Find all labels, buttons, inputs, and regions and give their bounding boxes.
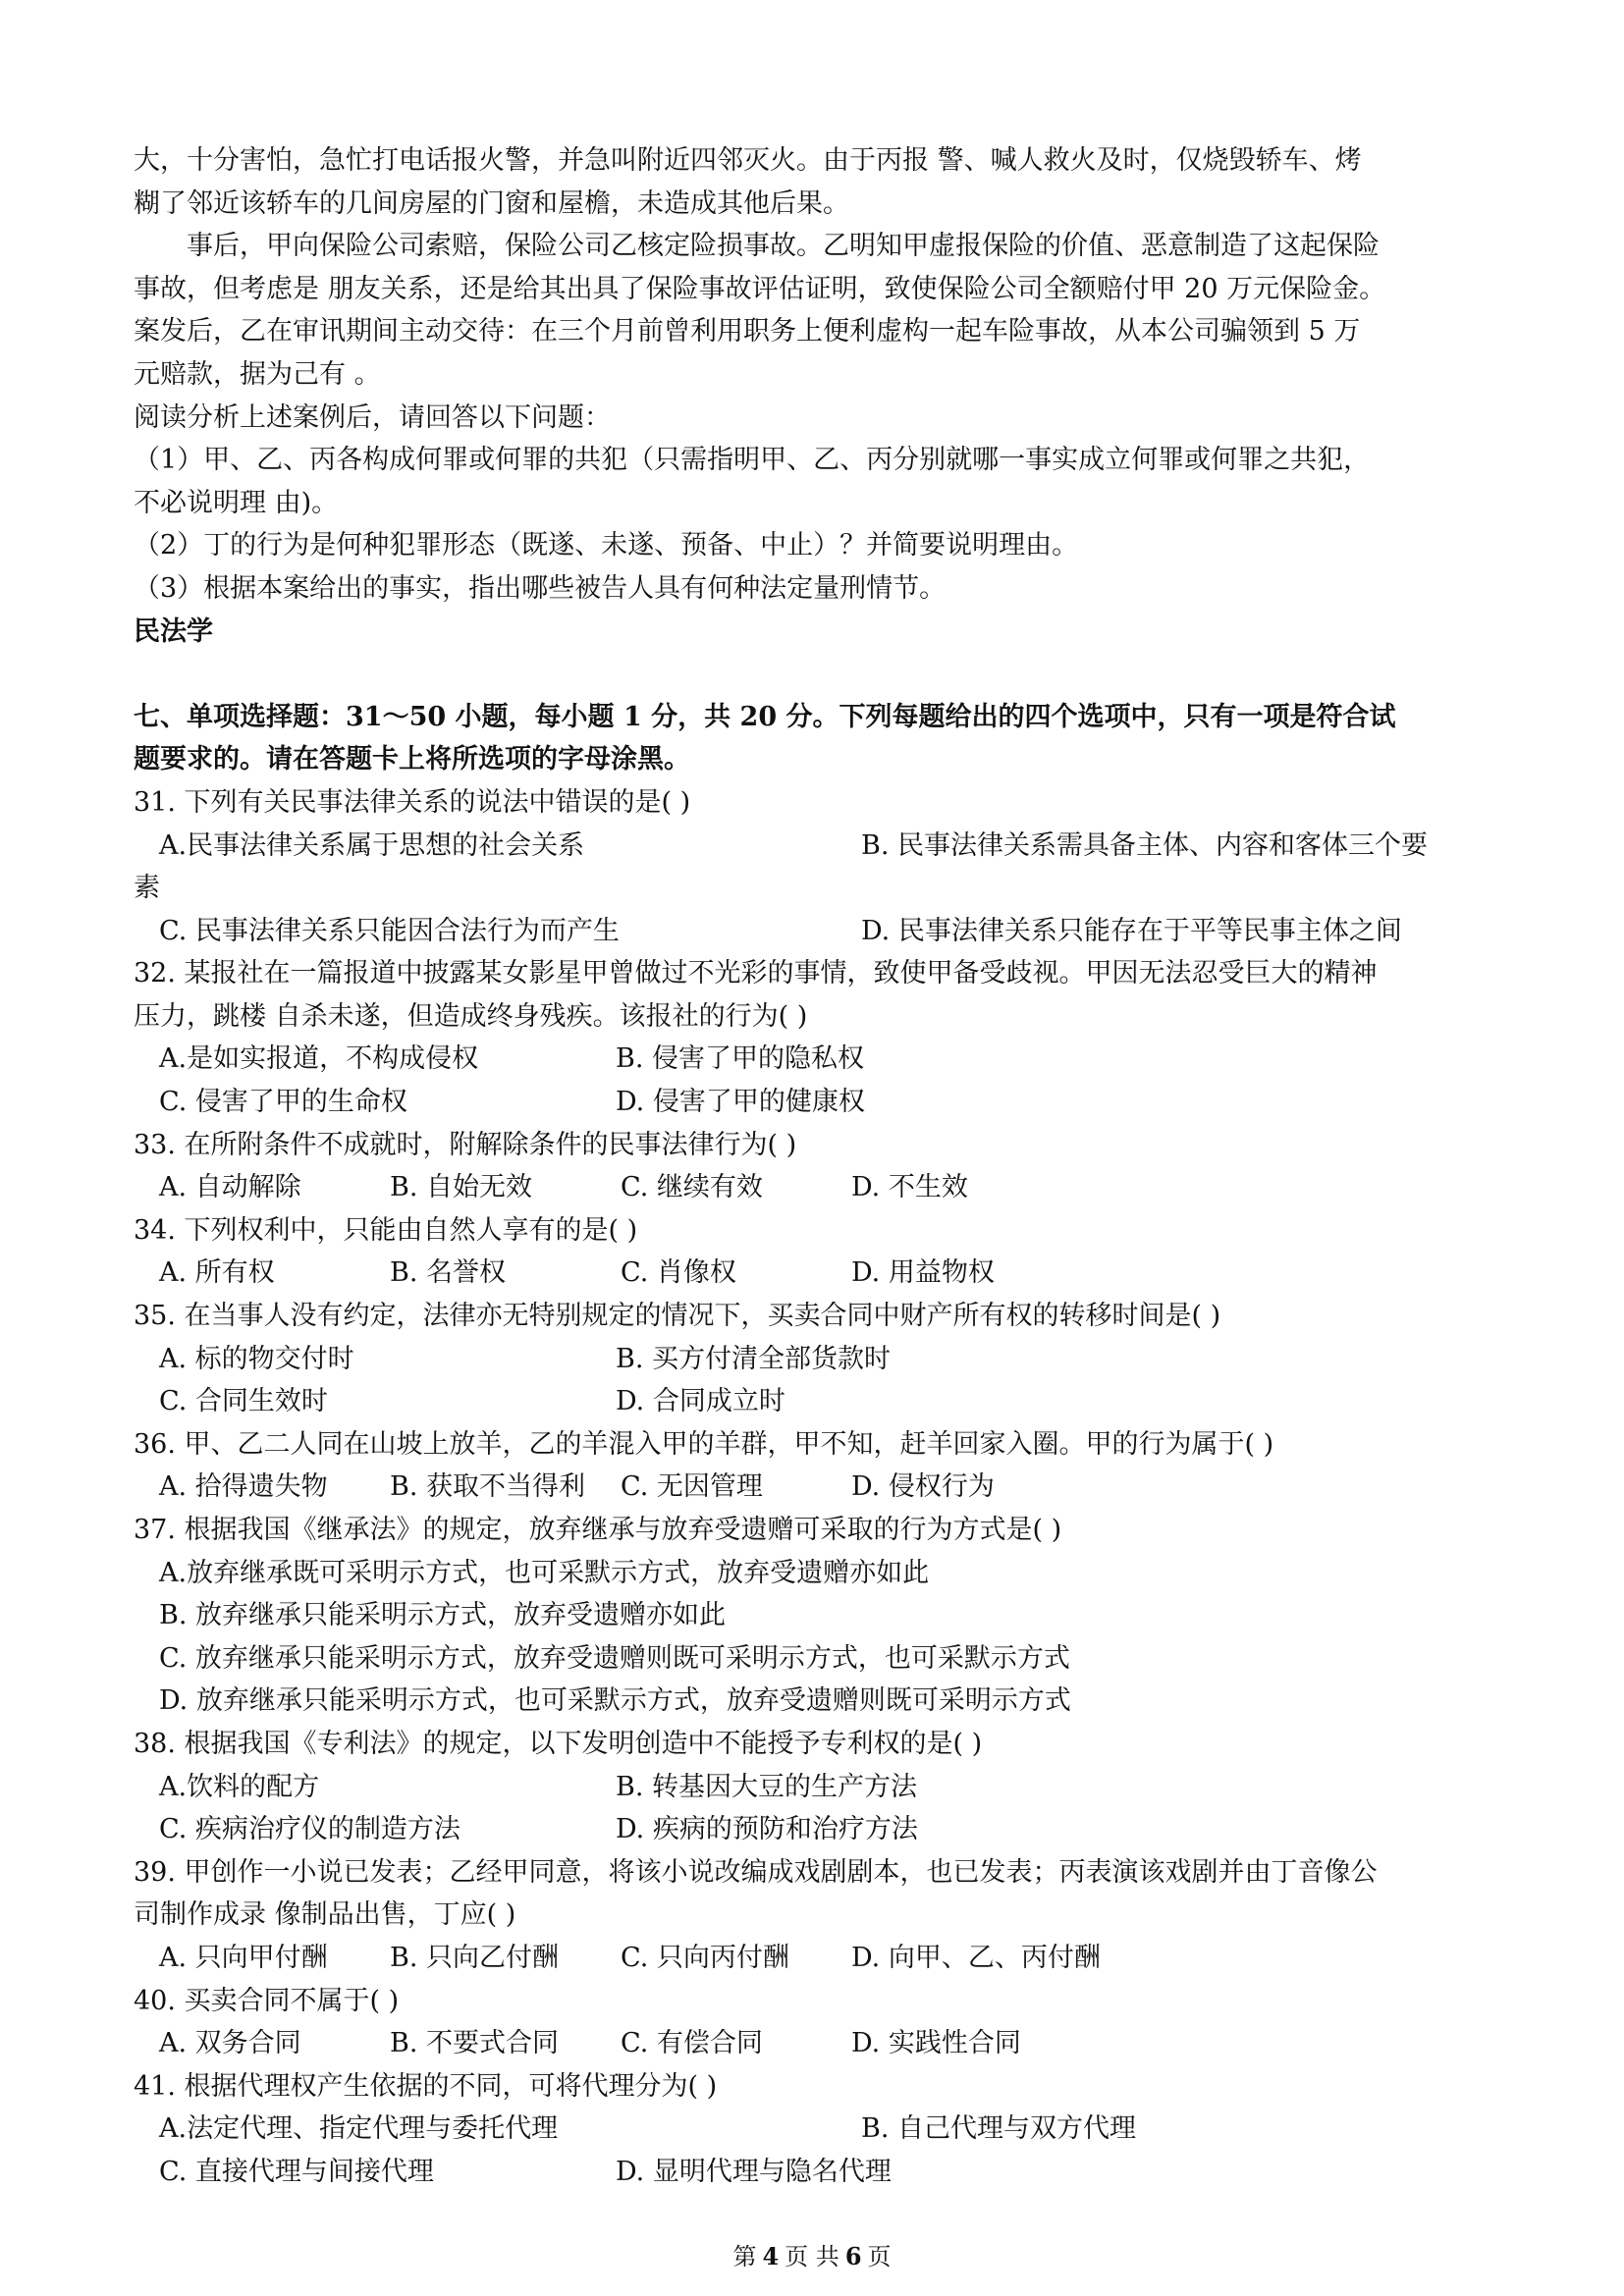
option-b: B. 获取不当得利: [390, 1471, 586, 1503]
option-c: C. 侵害了甲的生命权: [159, 1087, 407, 1118]
question-36-stem: 36. 甲、乙二人同在山坡上放羊，乙的羊混入甲的羊群，甲不知，赶羊回家入圈。甲的行为属于( ): [134, 1428, 1274, 1460]
option-b: B. 自己代理与双方代理: [861, 2113, 1137, 2145]
case-question: 不必说明理 由)。: [134, 487, 339, 518]
option-c: C. 放弃继承只能采明示方式，放弃受遗赠则既可采明示方式，也可采默示方式: [159, 1642, 1070, 1674]
page-content: [134, 139, 1498, 2194]
question-31-options-cd: [134, 910, 1498, 953]
option-d: D. 侵权行为: [851, 1471, 995, 1503]
case-line: 事故，但考虑是 朋友关系，还是给其出具了保险事故评估证明，致使保险公司全额赔付甲 20 万元保险金。: [134, 273, 1386, 304]
option-d: D. 显明代理与隐名代理: [616, 2156, 892, 2187]
option-a: A. 只向甲付酬: [159, 1942, 328, 1973]
question-41-options-cd: [134, 2151, 1498, 2194]
option-c: C. 合同生效时: [159, 1386, 328, 1417]
option-d: D. 侵害了甲的健康权: [616, 1087, 865, 1118]
option-b: B. 转基因大豆的生产方法: [616, 1771, 918, 1802]
option-d: D. 实践性合同: [851, 2028, 1021, 2059]
option-c: C. 只向丙付酬: [621, 1942, 789, 1973]
part-heading: 题要求的。请在答题卡上将所选项的字母涂黑。: [134, 744, 690, 775]
question-31-options-ab: [134, 825, 1498, 868]
case-question: （2）丁的行为是何种犯罪形态（既遂、未遂、预备、中止）？并简要说明理由。: [134, 530, 1079, 561]
option-d: D. 用益物权: [851, 1257, 995, 1289]
case-line: 糊了邻近该轿车的几间房屋的门窗和屋檐，未造成其他后果。: [134, 187, 849, 219]
option-b: B. 不要式合同: [390, 2028, 560, 2059]
part-heading: 七、单项选择题：31～50 小题，每小题 1 分，共 20 分。下列每题给出的四个选项中，只有一项是符合试: [134, 701, 1396, 732]
option-a: A. 所有权: [159, 1257, 275, 1289]
option-d: D. 合同成立时: [616, 1386, 785, 1417]
question-36-options: [134, 1466, 1498, 1509]
page-footer: [0, 2237, 1624, 2271]
spacer: [134, 653, 1498, 696]
question-32-stem-cont: 压力，跳楼 自杀未遂，但造成终身残疾。该报社的行为( ): [134, 1000, 808, 1032]
footer-suffix: 页: [867, 2243, 892, 2270]
case-prompt: 阅读分析上述案例后，请回答以下问题：: [134, 401, 611, 433]
option-a: A.民事法律关系属于思想的社会关系: [159, 829, 585, 861]
option-c: C. 直接代理与间接代理: [159, 2156, 434, 2187]
option-b: B. 买方付清全部货款时: [616, 1343, 892, 1374]
footer-total-pages: 6: [844, 2242, 862, 2270]
question-32-options-ab: [134, 1038, 1498, 1081]
option-c: C. 有偿合同: [621, 2028, 763, 2059]
question-39-options: [134, 1937, 1498, 1980]
question-32-stem: 32. 某报社在一篇报道中披露某女影星甲曾做过不光彩的事情，致使甲备受歧视。甲因无法忍受巨大的精神: [134, 958, 1378, 989]
option-a: A. 自动解除: [159, 1172, 301, 1203]
option-d: D. 向甲、乙、丙付酬: [851, 1942, 1101, 1973]
option-b-continuation: 素: [134, 873, 160, 904]
question-34-options: [134, 1252, 1498, 1295]
section-title: 民法学: [134, 615, 213, 647]
case-line: 元赔款，据为己有 。: [134, 358, 381, 390]
question-35-options-cd: [134, 1380, 1498, 1423]
question-39-stem-cont: 司制作成录 像制品出售，丁应( ): [134, 1899, 516, 1931]
option-a: A.是如实报道，不构成侵权: [159, 1043, 479, 1075]
footer-page-number: 4: [762, 2242, 780, 2270]
option-a: A. 双务合同: [159, 2028, 301, 2059]
case-line: 大，十分害怕，急忙打电话报火警，并急叫附近四邻灭火。由于丙报 警、喊人救火及时，仅烧毁轿车、烤: [134, 145, 1362, 176]
case-question: （3）根据本案给出的事实，指出哪些被告人具有何种法定量刑情节。: [134, 572, 947, 604]
question-38-options-ab: [134, 1766, 1498, 1809]
option-c: C. 无因管理: [621, 1471, 763, 1503]
question-31-stem: 31. 下列有关民事法律关系的说法中错误的是( ): [134, 786, 691, 818]
question-37-stem: 37. 根据我国《继承法》的规定，放弃继承与放弃受遗赠可采取的行为方式是( ): [134, 1515, 1062, 1545]
option-b: B. 放弃继承只能采明示方式，放弃受遗赠亦如此: [159, 1600, 727, 1631]
footer-mid: 页 共: [785, 2243, 839, 2270]
question-41-stem: 41. 根据代理权产生依据的不同，可将代理分为( ): [134, 2070, 718, 2102]
question-40-options: [134, 2022, 1498, 2065]
option-c: C. 继续有效: [621, 1172, 763, 1203]
question-39-stem: 39. 甲创作一小说已发表；乙经甲同意，将该小说改编成戏剧剧本，也已发表；丙表演该戏剧并由丁音像公: [134, 1856, 1378, 1888]
question-35-stem: 35. 在当事人没有约定，法律亦无特别规定的情况下，买卖合同中财产所有权的转移时间是( ): [134, 1301, 1221, 1332]
option-c: C. 疾病治疗仪的制造方法: [159, 1814, 460, 1845]
case-line: 事后，甲向保险公司索赔，保险公司乙核定险损事故。乙明知甲虚报保险的价值、恶意制造了这起保险: [187, 231, 1380, 262]
question-41-options-ab: [134, 2108, 1498, 2151]
question-34-stem: 34. 下列权利中，只能由自然人享有的是( ): [134, 1214, 638, 1246]
option-d: D. 民事法律关系只能存在于平等民事主体之间: [861, 915, 1402, 946]
question-33-stem: 33. 在所附条件不成就时，附解除条件的民事法律行为( ): [134, 1129, 797, 1160]
footer-prefix: 第: [732, 2243, 757, 2270]
option-b: B. 名誉权: [390, 1257, 507, 1289]
option-a: A.放弃继承既可采明示方式，也可采默示方式，放弃受遗赠亦如此: [159, 1557, 930, 1588]
question-33-options: [134, 1166, 1498, 1209]
question-40-stem: 40. 买卖合同不属于( ): [134, 1985, 400, 2016]
option-a: A.法定代理、指定代理与委托代理: [159, 2113, 559, 2145]
question-38-options-cd: [134, 1808, 1498, 1851]
option-b: B. 侵害了甲的隐私权: [616, 1043, 865, 1075]
case-line: 案发后，乙在审讯期间主动交待：在三个月前曾利用职务上便利虚构一起车险事故，从本公司骗领到 5 万: [134, 316, 1361, 347]
option-c: C. 民事法律关系只能因合法行为而产生: [159, 915, 620, 946]
case-question: （1）甲、乙、丙各构成何罪或何罪的共犯（只需指明甲、乙、丙分别就哪一事实成立何罪或何罪之共犯，: [134, 445, 1371, 476]
question-38-stem: 38. 根据我国《专利法》的规定，以下发明创造中不能授予专利权的是( ): [134, 1728, 983, 1759]
question-32-options-cd: [134, 1081, 1498, 1124]
question-35-options-ab: [134, 1338, 1498, 1381]
option-b: B. 民事法律关系需具备主体、内容和客体三个要: [861, 829, 1429, 861]
option-d: D. 不生效: [851, 1172, 968, 1203]
option-b: B. 自始无效: [390, 1172, 533, 1203]
option-d: D. 放弃继承只能采明示方式，也可采默示方式，放弃受遗赠则既可采明示方式: [159, 1685, 1071, 1717]
option-a: A.饮料的配方: [159, 1771, 320, 1802]
option-b: B. 只向乙付酬: [390, 1942, 560, 1973]
option-c: C. 肖像权: [621, 1257, 736, 1289]
option-a: A. 拾得遗失物: [159, 1471, 328, 1503]
option-a: A. 标的物交付时: [159, 1343, 354, 1374]
option-d: D. 疾病的预防和治疗方法: [616, 1814, 918, 1845]
